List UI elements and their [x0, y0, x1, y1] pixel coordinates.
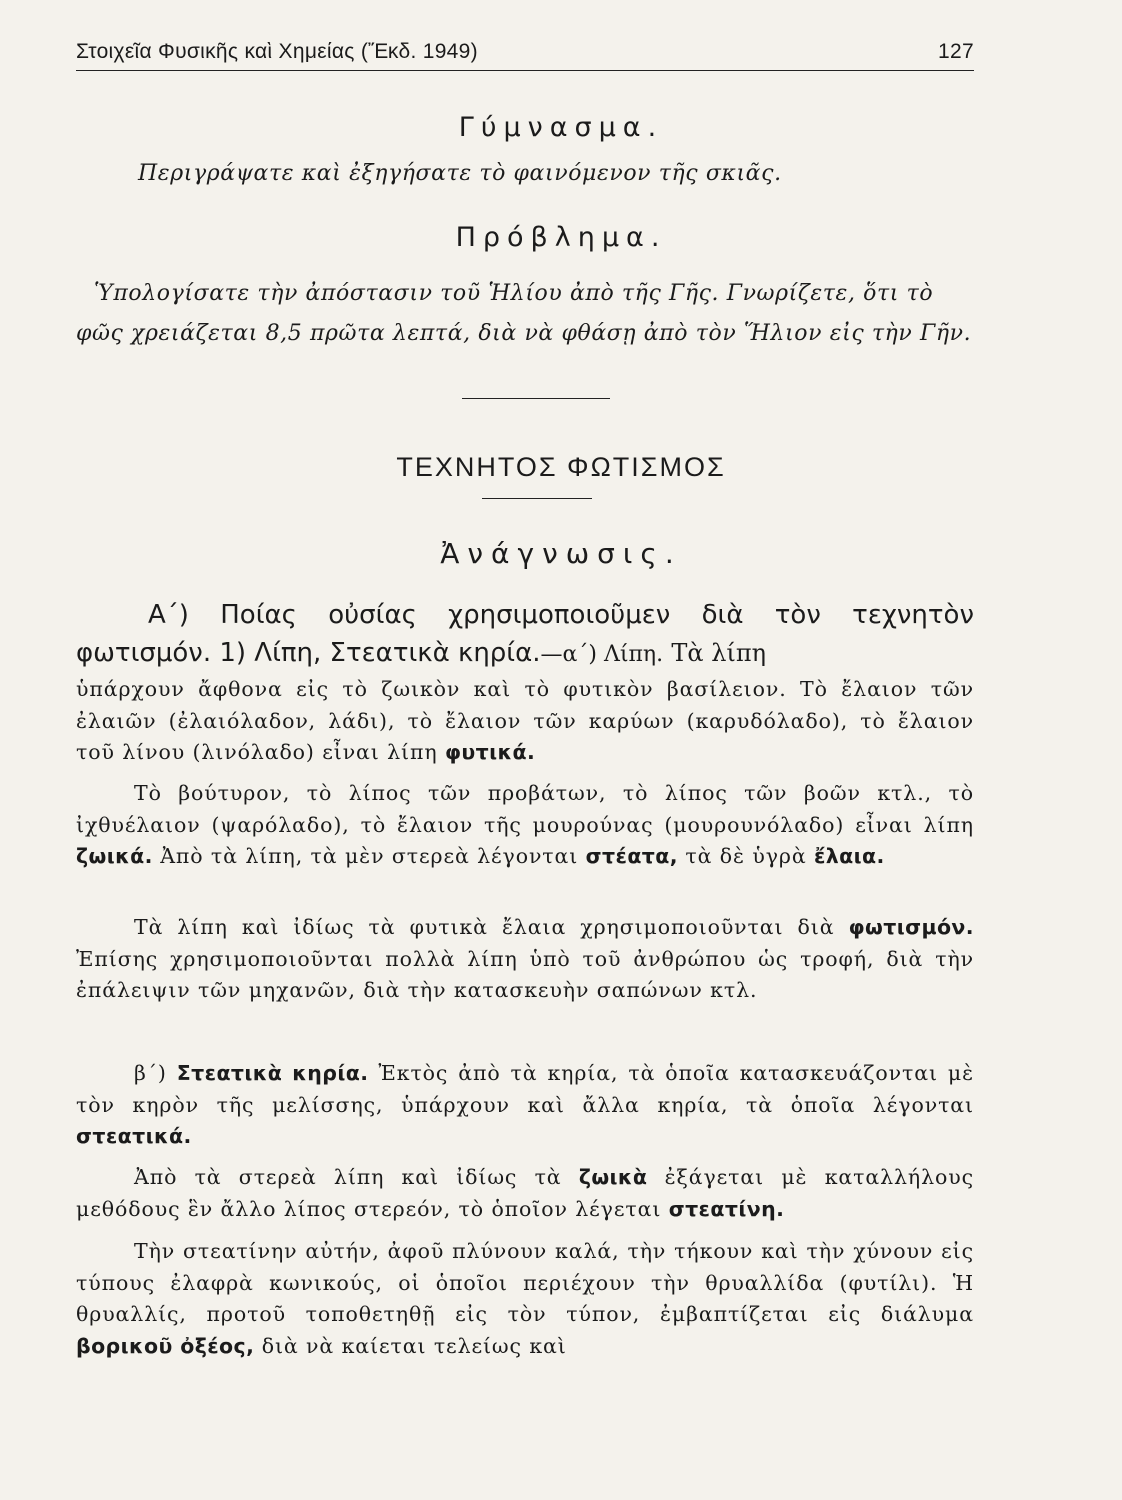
paragraph-stearin	[76, 1162, 974, 1225]
text-run: Τὰ λίπη καὶ ἰδίως τὰ φυτικὰ ἔλαια χρησιμοποιοῦνται διὰ	[134, 915, 835, 939]
exercise-heading: Γύμνασμα.	[458, 112, 664, 143]
text-run: Τὸ βούτυρον, τὸ λίπος τῶν προβάτων, τὸ λίπος τῶν βοῶν κτλ., τὸ ἰχθυέλαιον (ψαρόλαδο), τὸ ἔλαιον τῆς μουρούνας (μουρουνόλαδο) εἶναι λίπη	[76, 781, 974, 837]
text-run: Ἀπὸ τὰ στερεὰ λίπη καὶ ἰδίως τὰ	[134, 1165, 562, 1189]
text-run: Ἀπὸ τὰ λίπη, τὰ μὲν στερεὰ λέγονται	[160, 844, 579, 868]
bold-term: φωτισμόν.	[848, 915, 974, 939]
bold-term: ἔλαια.	[813, 844, 885, 868]
bold-term: βορικοῦ ὀξέος,	[76, 1333, 255, 1358]
page-number: 127	[938, 40, 974, 63]
problem-text: Ὑπολογίσατε τὴν ἀπόστασιν τοῦ Ἡλίου ἀπὸ τῆς Γῆς. Γνωρίζετε, ὅτι τὸ φῶς χρειάζεται 8,5 πρῶτα λεπτά, διὰ νὰ φθάσῃ ἀπὸ τὸν Ἥλιον εἰς τὴν Γῆν.	[76, 281, 972, 346]
lead-paragraph	[76, 596, 974, 674]
text-run: Ἐκτὸς ἀπὸ τὰ κηρία, τὰ ὁποῖα κατασκευάζονται μὲ τὸν κηρὸν τῆς μελίσσης, ὑπάρχουν καὶ ἄλλα κηρία, τὰ ὁποῖα λέγονται	[76, 1061, 974, 1117]
bold-term: Στεατικὰ κηρία.	[176, 1061, 369, 1085]
lead-subhead: —α΄) Λίπη.	[540, 642, 664, 667]
header-title: Στοιχεῖα Φυσικῆς καὶ Χημείας (Ἔκδ. 1949)	[76, 40, 478, 63]
lead-title: Α΄) Ποίας οὐσίας χρησιμοποιοῦμεν διὰ τὸν τεχνητὸν φωτισμόν. 1) Λίπη, Στεατικὰ κηρία.	[76, 600, 974, 668]
divider-rule	[462, 398, 610, 399]
paragraph-wick	[76, 1236, 974, 1362]
paragraph-lighting	[76, 912, 974, 1007]
text-run: Τὴν στεατίνην αὐτήν, ἀφοῦ πλύνουν καλά, τὴν τήκουν καὶ τὴν χύνουν εἰς τύπους ἐλαφρὰ κωνικούς, οἱ ὁποῖοι περιέχουν τὴν θρυαλλίδα (φυτίλι). Ἡ θρυαλλίς, προτοῦ τοποθετηθῇ εἰς τὸν τύπον, ἐμβαπτίζεται εἰς διάλυμα	[76, 1239, 974, 1326]
problem-heading: Πρόβλημα.	[455, 222, 667, 253]
lead-continuation: Τὰ λίπη	[671, 639, 766, 667]
paragraph-stearic-candles	[76, 1058, 974, 1153]
bold-term: φυτικά.	[444, 740, 536, 764]
paragraph-animal-fats	[76, 778, 974, 873]
bold-term: στεατικά.	[76, 1124, 192, 1148]
bold-term: στεατίνη.	[668, 1196, 785, 1221]
text-run: ἐξάγεται μὲ καταλλήλους μεθόδους ἓν ἄλλο λίπος στερεόν, τὸ ὁποῖον λέγεται	[76, 1165, 974, 1221]
text-run: β΄)	[134, 1061, 167, 1085]
divider-rule-short	[482, 498, 592, 499]
text-run: Ἐπίσης χρησιμοποιοῦνται πολλὰ λίπη ὑπὸ τοῦ ἀνθρώπου ὡς τροφή, διὰ τὴν ἐπάλειψιν τῶν μηχανῶν, διὰ τὴν κατασκευὴν σαπώνων κτλ.	[76, 946, 974, 1002]
text-run: διὰ νὰ καίεται τελείως καὶ	[261, 1333, 567, 1358]
text-run: ὑπάρχουν ἄφθονα εἰς τὸ ζωικὸν καὶ τὸ φυτικὸν βασίλειον. Τὸ ἔλαιον τῶν ἐλαιῶν (ἐλαιόλαδον, λάδι), τὸ ἔλαιον τῶν καρύων (καρυδόλαδο), τὸ ἔλαιον τοῦ λίνου (λινόλαδο) εἶναι λίπη	[76, 677, 974, 764]
bold-term: ζωικὰ	[578, 1165, 648, 1189]
bold-term: ζωικά.	[76, 844, 153, 868]
section-title: ΤΕΧΝΗΤΟΣ ΦΩΤΙΣΜΟΣ	[396, 452, 726, 482]
reading-heading: Ἀνάγνωσις.	[440, 537, 682, 570]
running-header	[76, 38, 974, 71]
text-run: τὰ δὲ ὑγρὰ	[685, 844, 807, 868]
exercise-text: Περιγράψατε καὶ ἐξηγήσατε τὸ φαινόμενον τῆς σκιᾶς.	[138, 161, 782, 186]
bold-term: στέατα,	[585, 844, 678, 868]
paragraph-fats	[76, 674, 974, 769]
